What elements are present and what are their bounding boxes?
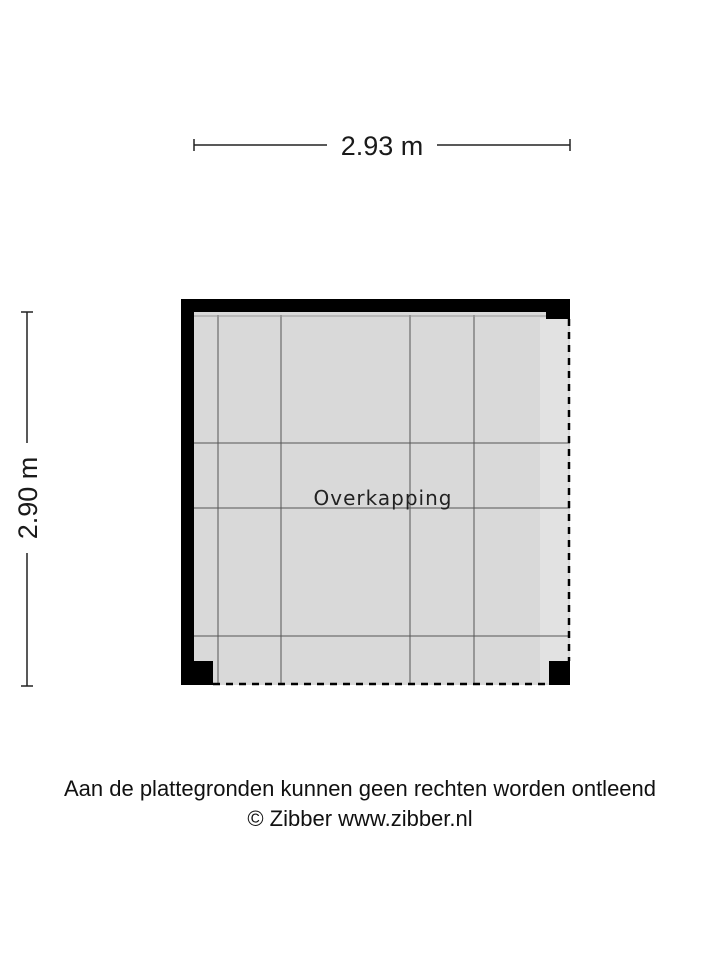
width-dimension [194,131,570,161]
width-label: 2.93 m [340,131,424,161]
copyright-text: © Zibber www.zibber.nl [247,806,473,831]
bottom-left-post [181,661,213,685]
disclaimer-text: Aan de plattegronden kunnen geen rechten worden ontleend [63,776,657,801]
floor-shade [540,318,568,683]
bottom-right-post [549,661,570,685]
left-wall [181,299,194,685]
top-right-post [546,299,570,319]
height-label: 2.90 m [13,456,43,540]
height-dimension [13,312,43,686]
top-wall [181,299,570,312]
room-label: Overkapping [313,486,453,510]
